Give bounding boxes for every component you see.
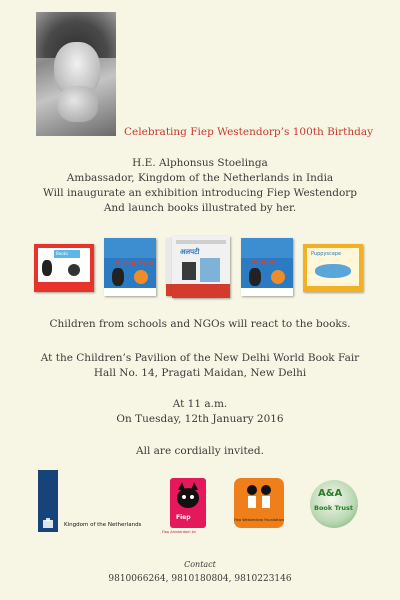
intro-line: H.E. Alphonsus Stoelinga bbox=[132, 157, 268, 169]
book-cover bbox=[241, 238, 293, 296]
book-cover bbox=[303, 244, 363, 292]
netherlands-crest-icon bbox=[40, 518, 56, 530]
book-cover bbox=[34, 244, 94, 292]
book-title: पिम और पोम bbox=[251, 260, 276, 266]
contact-numbers: 9810066264, 9810180804, 9810223146 bbox=[108, 574, 292, 584]
intro-block bbox=[0, 156, 400, 216]
netherlands-logo-text: Kingdom of the Netherlands bbox=[64, 522, 142, 528]
invite-line: All are cordially invited. bbox=[136, 445, 264, 457]
aa-logo-subtext: Book Trust bbox=[314, 504, 353, 512]
headline: Celebrating Fiep Westendorp’s 100th Birthday bbox=[124, 126, 374, 138]
react-block bbox=[0, 317, 400, 332]
book-cover bbox=[104, 238, 156, 296]
fiep-westendorp-portrait bbox=[36, 12, 116, 136]
venue-line: Hall No. 14, Pragati Maidan, New Delhi bbox=[93, 367, 307, 379]
fiep-cat-icon bbox=[170, 480, 206, 516]
hindi-book bbox=[172, 236, 230, 298]
book-title: Books bbox=[56, 251, 69, 256]
book-title: अलपटी bbox=[180, 248, 200, 256]
react-line: Children from schools and NGOs will react to the books. bbox=[49, 318, 351, 330]
time-block bbox=[0, 397, 400, 427]
intro-line: Ambassador, Kingdom of the Netherlands in India bbox=[66, 172, 334, 184]
invite-block bbox=[0, 444, 400, 459]
book-title: Puppyscape bbox=[311, 251, 342, 257]
intro-line: Will inaugurate an exhibition introducing Fiep Westendorp bbox=[42, 187, 358, 199]
fiep-logo-text: Fiep bbox=[176, 514, 191, 521]
venue-block bbox=[0, 351, 400, 381]
book-title: Pim & Pom bbox=[116, 260, 153, 267]
time-line: On Tuesday, 12th January 2016 bbox=[116, 413, 284, 425]
venue-line: At the Children’s Pavilion of the New Delhi World Book Fair bbox=[40, 352, 360, 364]
portrait-hand bbox=[58, 86, 98, 122]
aa-logo-text: A&A bbox=[318, 488, 343, 499]
foundation-logo-text: Fiep Westendorp Foundation bbox=[234, 518, 284, 522]
intro-line: And launch books illustrated by her. bbox=[103, 202, 297, 214]
foundation-children-icon bbox=[234, 478, 284, 518]
time-line: At 11 a.m. bbox=[172, 398, 228, 410]
contact-label: Contact bbox=[184, 560, 216, 569]
fiep-logo-subtext: Fiep Amsterdam bv bbox=[162, 530, 196, 534]
